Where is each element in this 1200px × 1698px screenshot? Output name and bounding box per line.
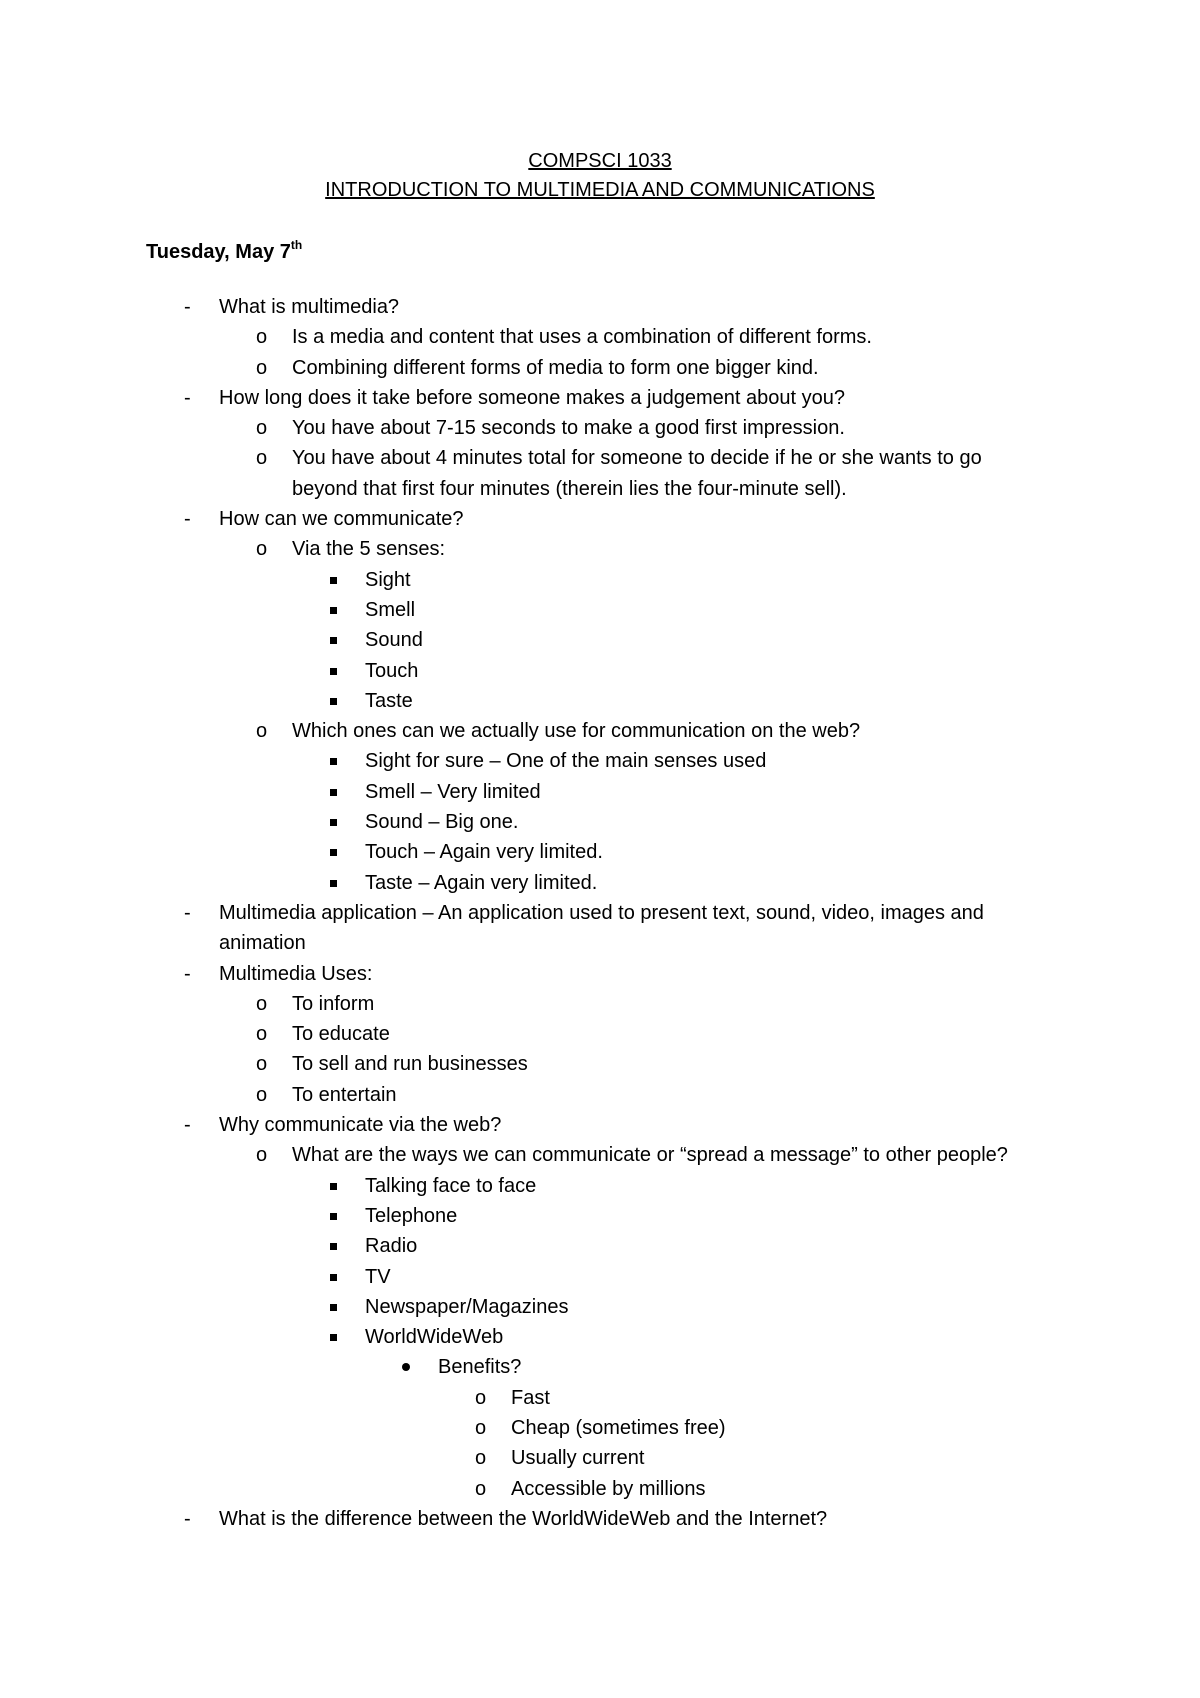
square-bullet-icon [330, 849, 337, 856]
circle-bullet-icon: o [475, 1416, 487, 1439]
outline-item-level-1 [0, 292, 1200, 322]
outline-item-text: You have about 4 minutes total for someone to decide if he or she wants to go beyond that first four minutes (therein lies the four-minute sell). [292, 447, 982, 500]
outline-item-level-1 [0, 898, 1200, 959]
dash-bullet-icon: - [184, 508, 191, 531]
outline-item-level-2 [0, 1080, 1200, 1110]
circle-bullet-icon: o [256, 356, 268, 379]
outline-item-text: Accessible by millions [511, 1477, 706, 1500]
outline-item-level-3 [0, 1292, 1200, 1322]
dash-bullet-icon: - [184, 901, 191, 924]
outline-item-level-3 [0, 625, 1200, 655]
outline-item-level-3 [0, 1171, 1200, 1201]
outline-item-level-2 [0, 443, 1200, 504]
square-bullet-icon [330, 637, 337, 644]
lecture-date [146, 237, 302, 267]
circle-bullet-icon: o [475, 1386, 487, 1409]
outline-item-text: To entertain [292, 1083, 397, 1106]
outline-item-text: Is a media and content that uses a combination of different forms. [292, 326, 872, 349]
outline-item-level-3 [0, 565, 1200, 595]
outline-item-text: Benefits? [438, 1356, 522, 1379]
notes-outline [0, 292, 1200, 1534]
circle-bullet-icon: o [475, 1447, 487, 1470]
outline-item-level-3 [0, 656, 1200, 686]
square-bullet-icon [330, 758, 337, 765]
square-bullet-icon [330, 1243, 337, 1250]
outline-item-level-3 [0, 777, 1200, 807]
outline-item-text: Multimedia Uses: [219, 962, 373, 985]
square-bullet-icon [330, 607, 337, 614]
outline-item-level-1 [0, 959, 1200, 989]
square-bullet-icon [330, 668, 337, 675]
course-title-heading: INTRODUCTION TO MULTIMEDIA AND COMMUNICATIONS [325, 179, 875, 201]
outline-item-text: Usually current [511, 1447, 645, 1470]
outline-item-level-5 [0, 1413, 1200, 1443]
outline-item-text: Multimedia application – An application used to present text, sound, video, images and animation [219, 901, 984, 955]
outline-item-level-1 [0, 383, 1200, 413]
outline-item-level-2 [0, 716, 1200, 746]
square-bullet-icon [330, 789, 337, 796]
outline-item-text: Sound [365, 629, 423, 652]
outline-item-text: Talking face to face [365, 1174, 537, 1197]
outline-item-text: Cheap (sometimes free) [511, 1416, 726, 1439]
outline-item-text: Taste – Again very limited. [365, 871, 598, 894]
square-bullet-icon [330, 1304, 337, 1311]
outline-item-text: Combining different forms of media to form one bigger kind. [292, 356, 819, 379]
outline-item-level-5 [0, 1443, 1200, 1473]
dot-bullet-icon [402, 1363, 410, 1371]
outline-item-text: What is multimedia? [219, 296, 400, 318]
outline-item-text: Radio [365, 1235, 418, 1258]
square-bullet-icon [330, 1213, 337, 1220]
dash-bullet-icon: - [184, 1507, 191, 1530]
circle-bullet-icon: o [256, 720, 268, 743]
circle-bullet-icon: o [256, 1144, 268, 1167]
outline-item-text: WorldWideWeb [365, 1326, 504, 1349]
circle-bullet-icon: o [256, 417, 268, 440]
outline-item-text: Why communicate via the web? [219, 1114, 502, 1137]
outline-item-level-3 [0, 686, 1200, 716]
outline-item-level-2 [0, 413, 1200, 443]
outline-item-text: What is the difference between the WorldWideWeb and the Internet? [219, 1507, 828, 1530]
outline-item-text: Sight for sure – One of the main senses used [365, 750, 767, 773]
outline-item-text: Fast [511, 1386, 550, 1409]
outline-item-text: What are the ways we can communicate or “spread a message” to other people? [292, 1144, 1008, 1167]
outline-item-text: TV [365, 1265, 391, 1288]
circle-bullet-icon: o [256, 1023, 268, 1046]
outline-item-text: Telephone [365, 1204, 458, 1227]
outline-item-level-3 [0, 1201, 1200, 1231]
square-bullet-icon [330, 1183, 337, 1190]
outline-item-level-3 [0, 868, 1200, 898]
outline-item-level-1 [0, 1504, 1200, 1534]
square-bullet-icon [330, 1334, 337, 1341]
outline-item-level-5 [0, 1383, 1200, 1413]
square-bullet-icon [330, 880, 337, 887]
dash-bullet-icon: - [184, 386, 191, 409]
outline-item-text: Sound – Big one. [365, 811, 519, 834]
outline-item-text: To sell and run businesses [292, 1053, 528, 1076]
outline-item-level-3 [0, 1322, 1200, 1352]
circle-bullet-icon: o [475, 1477, 487, 1500]
lecture-date-text: Tuesday, May 7 [146, 241, 291, 263]
outline-item-text: Taste [365, 689, 413, 712]
outline-item-level-3 [0, 837, 1200, 867]
outline-item-text: Which ones can we actually use for communication on the web? [292, 720, 861, 743]
outline-item-text: Smell – Very limited [365, 780, 541, 803]
outline-item-level-2 [0, 1019, 1200, 1049]
course-code-heading: COMPSCI 1033 [528, 150, 672, 172]
outline-item-text: Smell [365, 598, 416, 621]
outline-item-text: Touch [365, 659, 419, 682]
outline-item-level-1 [0, 504, 1200, 534]
outline-item-text: You have about 7-15 seconds to make a good first impression. [292, 417, 845, 440]
outline-item-level-4 [0, 1352, 1200, 1382]
outline-item-level-2 [0, 353, 1200, 383]
outline-item-level-2 [0, 322, 1200, 352]
dash-bullet-icon: - [184, 962, 191, 985]
outline-item-text: To inform [292, 992, 375, 1015]
outline-item-level-2 [0, 989, 1200, 1019]
square-bullet-icon [330, 698, 337, 705]
dash-bullet-icon: - [184, 296, 191, 318]
circle-bullet-icon: o [256, 538, 268, 561]
outline-item-level-2 [0, 1049, 1200, 1079]
outline-item-text: Sight [365, 568, 411, 591]
outline-item-level-3 [0, 1231, 1200, 1261]
dash-bullet-icon: - [184, 1114, 191, 1137]
circle-bullet-icon: o [256, 992, 268, 1015]
lecture-date-suffix: th [290, 238, 303, 252]
outline-item-level-3 [0, 595, 1200, 625]
outline-item-level-2 [0, 534, 1200, 564]
outline-item-level-3 [0, 1262, 1200, 1292]
square-bullet-icon [330, 1274, 337, 1281]
circle-bullet-icon: o [256, 1083, 268, 1106]
circle-bullet-icon: o [256, 447, 268, 470]
outline-item-level-5 [0, 1474, 1200, 1504]
outline-item-text: Via the 5 senses: [292, 538, 446, 561]
square-bullet-icon [330, 577, 337, 584]
outline-item-text: How can we communicate? [219, 508, 464, 531]
outline-item-level-3 [0, 746, 1200, 776]
outline-item-level-1 [0, 1110, 1200, 1140]
outline-item-level-3 [0, 807, 1200, 837]
outline-item-text: How long does it take before someone makes a judgement about you? [219, 386, 845, 409]
circle-bullet-icon: o [256, 1053, 268, 1076]
outline-item-text: To educate [292, 1023, 390, 1046]
outline-item-text: Touch – Again very limited. [365, 841, 603, 864]
outline-item-text: Newspaper/Magazines [365, 1295, 569, 1318]
circle-bullet-icon: o [256, 326, 268, 349]
square-bullet-icon [330, 819, 337, 826]
outline-item-level-2 [0, 1140, 1200, 1170]
